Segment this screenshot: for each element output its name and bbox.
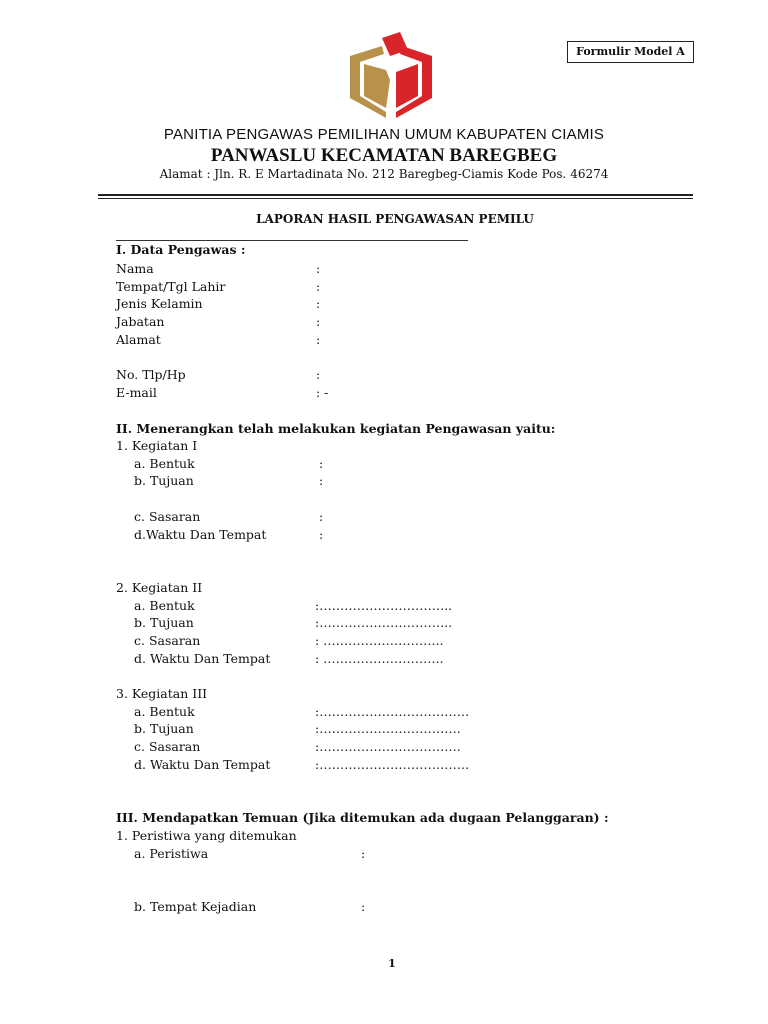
field-value-no-tlp: : (316, 367, 321, 382)
peristiwa-item-title: 1. Peristiwa yang ditemukan (116, 828, 297, 843)
kegiatan3-value-sasaran: :……………………………. (315, 739, 461, 754)
kegiatan2-label-tujuan: b. Tujuan (134, 615, 194, 630)
org-line-2: PANWASLU KECAMATAN BAREGBEG (210, 145, 558, 166)
field-value-jabatan: : (316, 314, 321, 329)
kegiatan3-label-sasaran: c. Sasaran (134, 739, 201, 754)
header-rule-thick (98, 194, 693, 196)
kegiatan3-value-tujuan: :……………………………. (315, 721, 461, 736)
kegiatan2-value-sasaran: : ……………………….. (315, 633, 444, 648)
kegiatan1-value-tujuan: : (319, 473, 324, 488)
kegiatan1-label-bentuk: a. Bentuk (134, 456, 195, 471)
kegiatan3-title: 3. Kegiatan III (116, 686, 208, 701)
peristiwa-value: : (361, 846, 366, 861)
section3-heading: III. Mendapatkan Temuan (Jika ditemukan ada dugaan Pelanggaran) : (116, 810, 609, 825)
field-value-tempat-tgl-lahir: : (316, 279, 321, 294)
kegiatan2-label-waktu-tempat: d. Waktu Dan Tempat (134, 651, 271, 666)
section1-heading: I. Data Pengawas : (116, 242, 246, 257)
field-label-email: E-mail (116, 385, 157, 400)
kegiatan2-value-waktu-tempat: : ……………………….. (315, 651, 444, 666)
field-label-no-tlp: No. Tlp/Hp (116, 367, 186, 382)
report-title: LAPORAN HASIL PENGAWASAN PEMILU (256, 212, 534, 226)
form-model-label: Formulir Model A (567, 41, 694, 63)
kegiatan3-value-waktu-tempat: :……………………………… (315, 757, 470, 772)
kegiatan1-label-tujuan: b. Tujuan (134, 473, 194, 488)
header-rule-thin (98, 198, 693, 199)
kegiatan1-value-bentuk: : (319, 456, 324, 471)
org-line-1: PANITIA PENGAWAS PEMILIHAN UMUM KABUPATEN CIAMIS (163, 126, 605, 143)
kegiatan3-value-bentuk: :……………………………… (315, 704, 470, 719)
kegiatan2-title: 2. Kegiatan II (116, 580, 203, 595)
field-value-nama: : (316, 261, 321, 276)
panwaslu-ballot-box-logo-icon (346, 32, 436, 120)
kegiatan1-title: 1. Kegiatan I (116, 438, 198, 453)
kegiatan1-value-sasaran: : (319, 509, 324, 524)
kegiatan1-value-waktu-tempat: : (319, 527, 324, 542)
field-label-nama: Nama (116, 261, 154, 276)
field-value-alamat: : (316, 332, 321, 347)
tempat-kejadian-label: b. Tempat Kejadian (134, 899, 257, 914)
tempat-kejadian-value: : (361, 899, 366, 914)
field-label-jenis-kelamin: Jenis Kelamin (116, 296, 203, 311)
field-label-alamat: Alamat (116, 332, 161, 347)
kegiatan2-label-sasaran: c. Sasaran (134, 633, 201, 648)
kegiatan1-label-waktu-tempat: d.Waktu Dan Tempat (134, 527, 267, 542)
kegiatan3-label-waktu-tempat: d. Waktu Dan Tempat (134, 757, 271, 772)
field-value-jenis-kelamin: : (316, 296, 321, 311)
peristiwa-label: a. Peristiwa (134, 846, 209, 861)
org-address: Alamat : Jln. R. E Martadinata No. 212 Baregbeg-Ciamis Kode Pos. 46274 (159, 167, 609, 181)
kegiatan3-label-bentuk: a. Bentuk (134, 704, 195, 719)
kegiatan2-value-tujuan: :………………………….. (315, 615, 453, 630)
page-number: 1 (388, 957, 396, 970)
field-value-email: : - (316, 385, 329, 400)
field-label-tempat-tgl-lahir: Tempat/Tgl Lahir (116, 279, 226, 294)
field-label-jabatan: Jabatan (116, 314, 165, 329)
kegiatan3-label-tujuan: b. Tujuan (134, 721, 194, 736)
kegiatan2-value-bentuk: :………………………….. (315, 598, 453, 613)
kegiatan1-label-sasaran: c. Sasaran (134, 509, 201, 524)
kegiatan2-label-bentuk: a. Bentuk (134, 598, 195, 613)
section2-heading: II. Menerangkan telah melakukan kegiatan Pengawasan yaitu: (116, 421, 556, 436)
